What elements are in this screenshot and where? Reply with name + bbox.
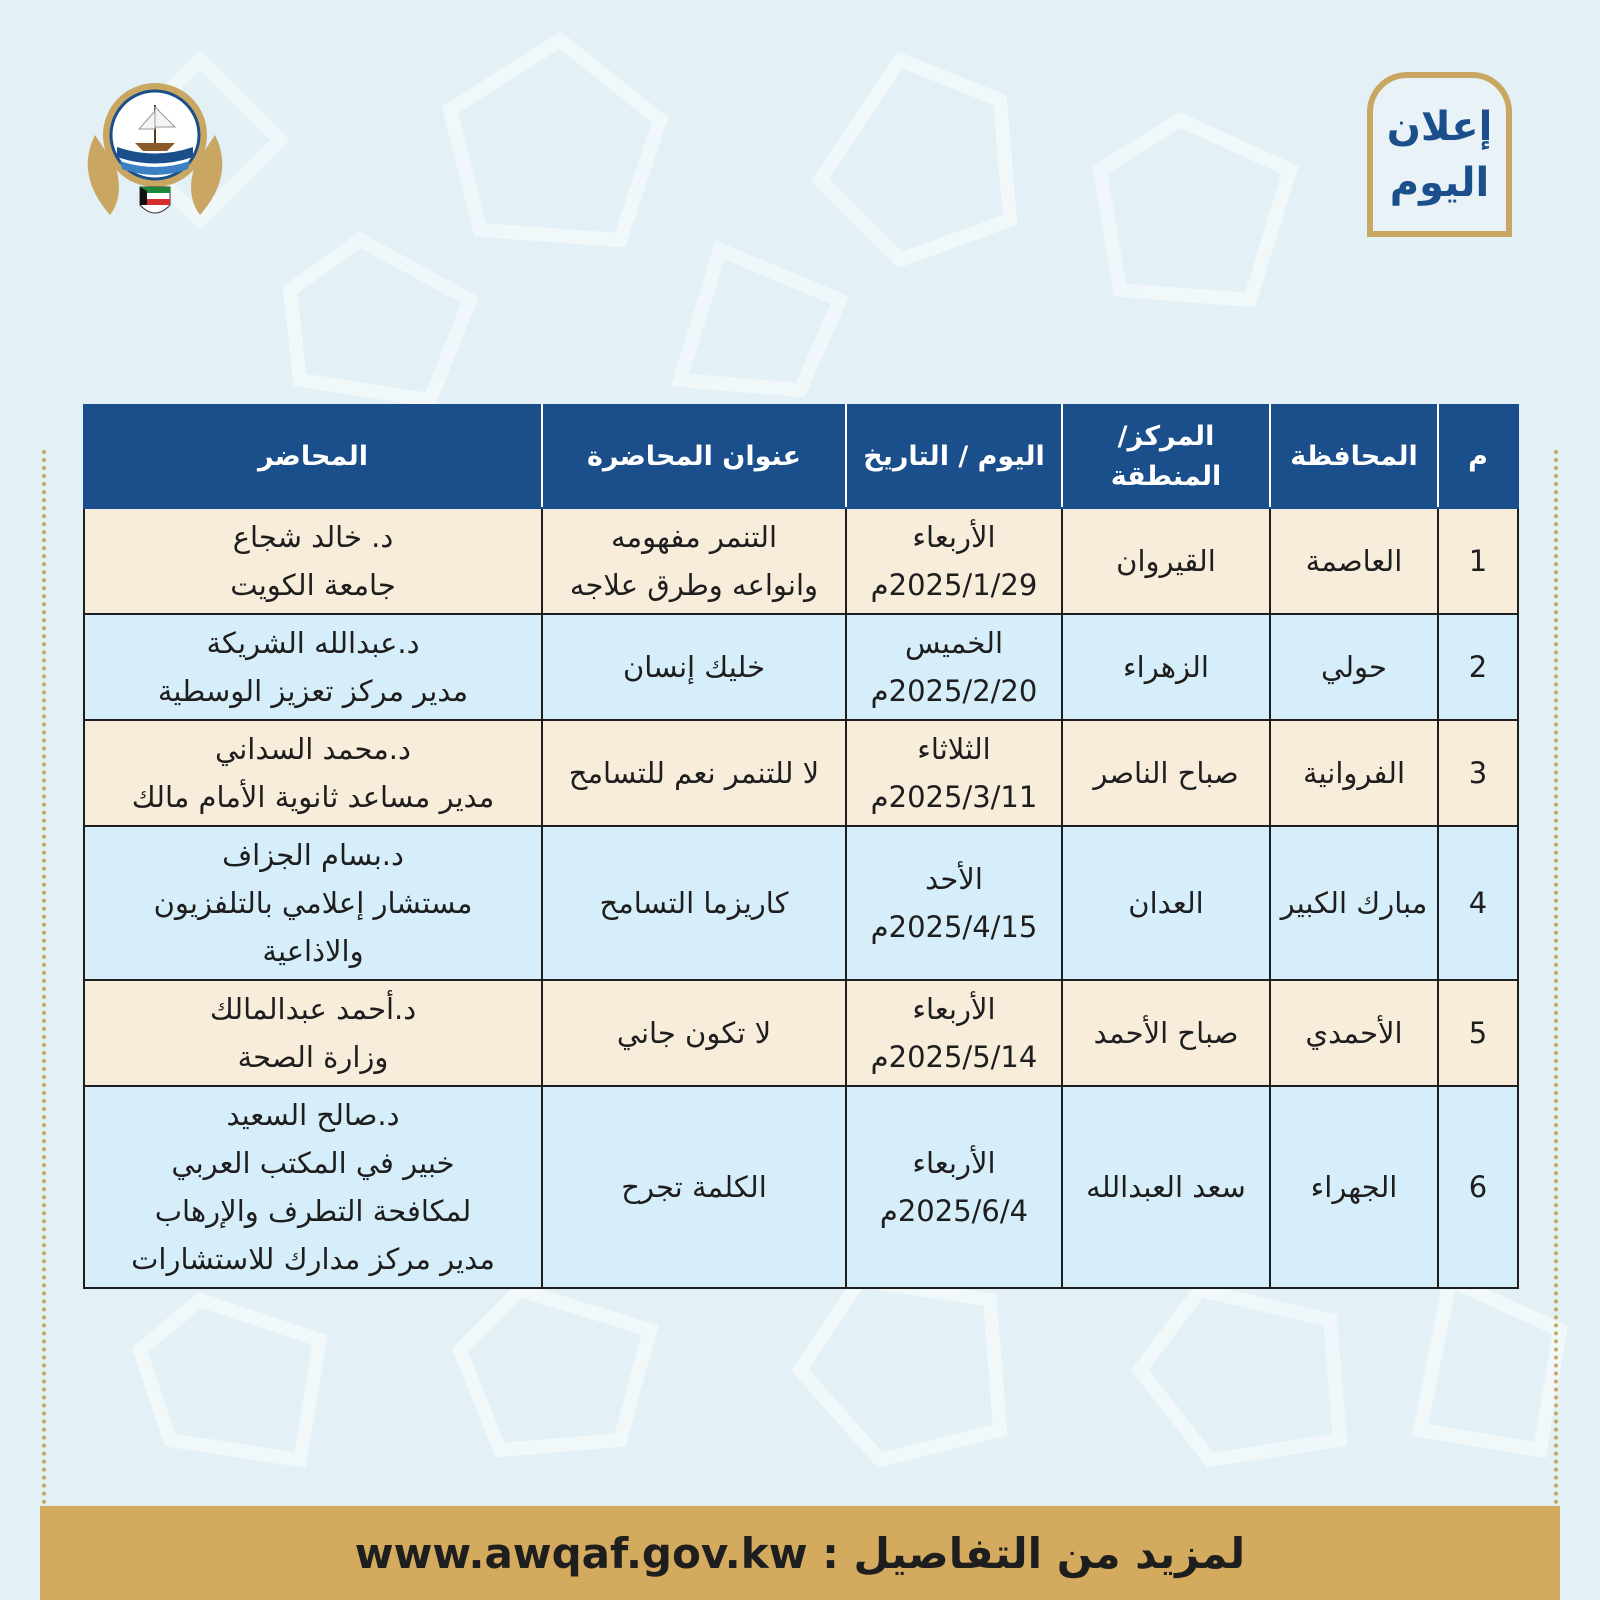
title-cell xyxy=(542,508,846,614)
title-line: الكلمة تجرح xyxy=(621,1170,767,1204)
header-day-date: اليوم / التاريخ xyxy=(846,405,1062,508)
lecturer-line: مدير مركز تعزيز الوسطية xyxy=(157,674,469,708)
title-cell xyxy=(542,980,846,1086)
lecturer-line: وزارة الصحة xyxy=(237,1040,389,1074)
lecturer-line: د.أحمد عبدالمالك xyxy=(209,992,417,1026)
right-dotted-border xyxy=(1554,450,1558,1505)
row-number: 2 xyxy=(1438,614,1518,720)
date-text: 2025/3/11م xyxy=(870,780,1038,814)
kuwait-emblem-icon xyxy=(55,65,255,265)
left-dotted-border xyxy=(42,450,46,1505)
lecturer-line: د.بسام الجزاف xyxy=(222,838,404,872)
day-text: الأحد xyxy=(925,862,983,896)
area-cell: القيروان xyxy=(1062,508,1270,614)
title-cell xyxy=(542,826,846,980)
lecturer-line: لمكافحة التطرف والإرهاب xyxy=(154,1194,472,1228)
lecturer-line: د.صالح السعيد xyxy=(226,1098,400,1132)
day-text: الأربعاء xyxy=(912,992,996,1026)
header-area: المركز/ المنطقة xyxy=(1062,405,1270,508)
table-header-row xyxy=(84,405,1518,508)
area-cell: العدان xyxy=(1062,826,1270,980)
title-line: كاريزما التسامح xyxy=(599,886,789,920)
governorate-cell: الأحمدي xyxy=(1270,980,1438,1086)
title-line: لا تكون جاني xyxy=(616,1016,772,1050)
table-row xyxy=(84,1086,1518,1288)
lecturer-line: مدير مساعد ثانوية الأمام مالك xyxy=(131,780,495,814)
day-date-cell xyxy=(846,980,1062,1086)
day-date-cell xyxy=(846,1086,1062,1288)
lecturer-line: د.محمد السداني xyxy=(215,732,411,766)
title-line: خليك إنسان xyxy=(622,650,766,684)
area-cell: صباح الناصر xyxy=(1062,720,1270,826)
governorate-cell: الجهراء xyxy=(1270,1086,1438,1288)
badge-line-2: اليوم xyxy=(1389,159,1490,206)
lecturer-line: والاذاعية xyxy=(262,934,364,968)
lecturer-line: جامعة الكويت xyxy=(230,568,396,602)
table-row xyxy=(84,980,1518,1086)
date-text: 2025/5/14م xyxy=(870,1040,1038,1074)
row-number: 5 xyxy=(1438,980,1518,1086)
title-line: لا للتنمر نعم للتسامح xyxy=(568,756,820,790)
governorate-cell: العاصمة xyxy=(1270,508,1438,614)
day-text: الأربعاء xyxy=(912,520,996,554)
ministry-logo xyxy=(55,65,255,265)
governorate-cell: مبارك الكبير xyxy=(1270,826,1438,980)
lecturer-line: د.عبدالله الشريكة xyxy=(206,626,420,660)
header-lecture-title: عنوان المحاضرة xyxy=(542,405,846,508)
title-cell xyxy=(542,1086,846,1288)
area-cell: صباح الأحمد xyxy=(1062,980,1270,1086)
header-lecturer: المحاضر xyxy=(84,405,542,508)
website-link[interactable]: www.awqaf.gov.kw xyxy=(354,1528,808,1578)
day-text: الأربعاء xyxy=(912,1146,996,1180)
lecturer-cell xyxy=(84,508,542,614)
row-number: 6 xyxy=(1438,1086,1518,1288)
date-text: 2025/4/15م xyxy=(870,910,1038,944)
row-number: 3 xyxy=(1438,720,1518,826)
lecturer-line: د. خالد شجاع xyxy=(232,520,394,554)
title-cell xyxy=(542,720,846,826)
date-text: 2025/1/29م xyxy=(870,568,1038,602)
day-text: الخميس xyxy=(904,626,1004,660)
day-date-cell xyxy=(846,508,1062,614)
lecturer-cell xyxy=(84,720,542,826)
footer-label: لمزيد من التفاصيل : xyxy=(822,1528,1246,1578)
governorate-cell: حولي xyxy=(1270,614,1438,720)
day-date-cell xyxy=(846,614,1062,720)
table-row xyxy=(84,720,1518,826)
lecturer-cell xyxy=(84,826,542,980)
row-number: 1 xyxy=(1438,508,1518,614)
governorate-cell: الفروانية xyxy=(1270,720,1438,826)
footer-bar xyxy=(40,1506,1560,1600)
title-cell xyxy=(542,614,846,720)
announcement-badge xyxy=(1367,72,1512,237)
footer-text xyxy=(355,1529,1245,1578)
day-date-cell xyxy=(846,720,1062,826)
table-row xyxy=(84,826,1518,980)
row-number: 4 xyxy=(1438,826,1518,980)
lecturer-line: خبير في المكتب العربي xyxy=(171,1146,455,1180)
title-line: التنمر مفهومه xyxy=(610,520,777,554)
area-cell: الزهراء xyxy=(1062,614,1270,720)
lecturer-line: مدير مركز مدارك للاستشارات xyxy=(131,1242,495,1276)
lecturer-cell xyxy=(84,614,542,720)
lecturer-cell xyxy=(84,1086,542,1288)
header-governorate: المحافظة xyxy=(1270,405,1438,508)
lecturer-cell xyxy=(84,980,542,1086)
title-line: وانواعه وطرق علاجه xyxy=(569,568,819,602)
header-number: م xyxy=(1438,405,1518,508)
badge-line-1: إعلان xyxy=(1386,103,1493,150)
table-row xyxy=(84,508,1518,614)
day-text: الثلاثاء xyxy=(917,732,991,766)
area-cell: سعد العبدالله xyxy=(1062,1086,1270,1288)
date-text: 2025/6/4م xyxy=(879,1194,1029,1228)
lecturer-line: مستشار إعلامي بالتلفزيون xyxy=(153,886,473,920)
day-date-cell xyxy=(846,826,1062,980)
lecture-schedule-table xyxy=(83,404,1519,1289)
date-text: 2025/2/20م xyxy=(870,674,1038,708)
table-row xyxy=(84,614,1518,720)
